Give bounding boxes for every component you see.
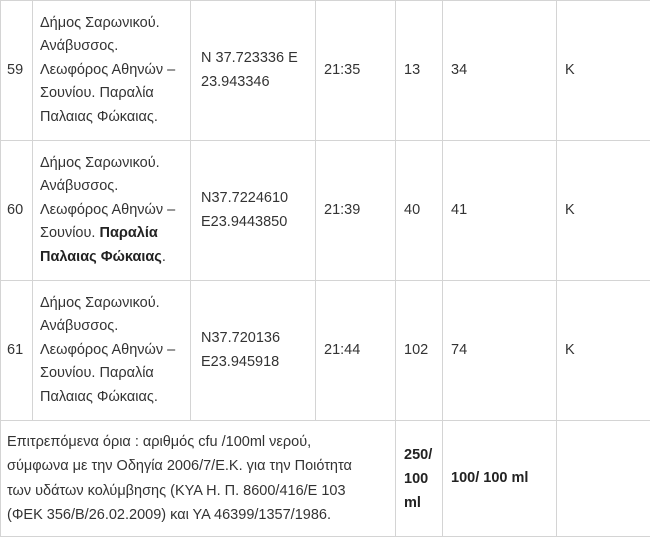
- table-row: [1, 141, 650, 281]
- location-line: Δήμος Σαρωνικού.: [40, 292, 186, 316]
- table-row: [1, 281, 650, 421]
- enterococci-value: 34: [443, 1, 557, 141]
- sample-number: 60: [1, 141, 33, 281]
- location-end-text: .: [162, 249, 166, 265]
- limits-line: των υδάτων κολύμβησης (ΚΥΑ Η. Π. 8600/416/Ε 103: [7, 479, 387, 504]
- ecoli-limit-line: 250/: [404, 443, 434, 467]
- sample-number: 59: [1, 1, 33, 141]
- sample-time: 21:44: [316, 281, 396, 421]
- location-line: Ανάβυσσος.: [40, 175, 186, 199]
- coordinates-cell: [191, 1, 316, 141]
- location-line: Παλαιας Φώκαιας.: [40, 106, 186, 130]
- location-cell: [33, 1, 191, 141]
- location-bold-text: Παραλία: [99, 225, 157, 241]
- ecoli-limit-line: ml: [404, 491, 434, 515]
- ecoli-limit: [396, 421, 443, 537]
- ecoli-value: 40: [396, 141, 443, 281]
- ecoli-value: 13: [396, 1, 443, 141]
- limits-line: σύμφωνα με την Οδηγία 2006/7/Ε.Κ. για την Ποιότητα: [7, 454, 387, 479]
- location-line: [40, 222, 186, 246]
- quality-rating: K: [557, 141, 650, 281]
- sample-time: 21:39: [316, 141, 396, 281]
- coordinates-cell: [191, 281, 316, 421]
- coordinate-line: E23.945918: [201, 351, 307, 375]
- location-line: Σουνίου. Παραλία: [40, 82, 186, 106]
- coordinate-line: N 37.723336 E: [201, 47, 307, 71]
- coordinate-line: N37.7224610: [201, 187, 307, 211]
- location-cell: [33, 281, 191, 421]
- ecoli-limit-line: 100: [404, 467, 434, 491]
- table-row: [1, 1, 650, 141]
- location-plain-text: Σουνίου.: [40, 225, 99, 241]
- coordinates-cell: [191, 141, 316, 281]
- limits-line: Επιτρεπόμενα όρια : αριθμός cfu /100ml νερού,: [7, 430, 387, 455]
- location-line: Ανάβυσσος.: [40, 35, 186, 59]
- location-line: Δήμος Σαρωνικού.: [40, 152, 186, 176]
- location-bold-text: Παλαιας Φώκαιας: [40, 249, 162, 265]
- coordinate-line: E23.9443850: [201, 211, 307, 235]
- location-line: [40, 246, 186, 270]
- quality-rating: K: [557, 281, 650, 421]
- sample-number: 61: [1, 281, 33, 421]
- location-line: Λεωφόρος Αθηνών –: [40, 339, 186, 363]
- location-line: Παλαιας Φώκαιας.: [40, 386, 186, 410]
- empty-cell: [557, 421, 650, 537]
- coordinate-line: 23.943346: [201, 71, 307, 95]
- location-cell: [33, 141, 191, 281]
- coordinate-line: N37.720136: [201, 327, 307, 351]
- limits-row: [1, 421, 650, 537]
- enterococci-value: 74: [443, 281, 557, 421]
- location-line: Λεωφόρος Αθηνών –: [40, 199, 186, 223]
- location-line: Λεωφόρος Αθηνών –: [40, 59, 186, 83]
- ecoli-value: 102: [396, 281, 443, 421]
- location-line: Δήμος Σαρωνικού.: [40, 12, 186, 36]
- location-line: Σουνίου. Παραλία: [40, 362, 186, 386]
- enterococci-value: 41: [443, 141, 557, 281]
- limits-description: [1, 421, 396, 537]
- limits-line: (ΦΕΚ 356/Β/26.02.2009) και ΥΑ 46399/1357/1986.: [7, 503, 387, 528]
- quality-rating: K: [557, 1, 650, 141]
- location-line: Ανάβυσσος.: [40, 315, 186, 339]
- enterococci-limit: 100/ 100 ml: [443, 421, 557, 537]
- sample-time: 21:35: [316, 1, 396, 141]
